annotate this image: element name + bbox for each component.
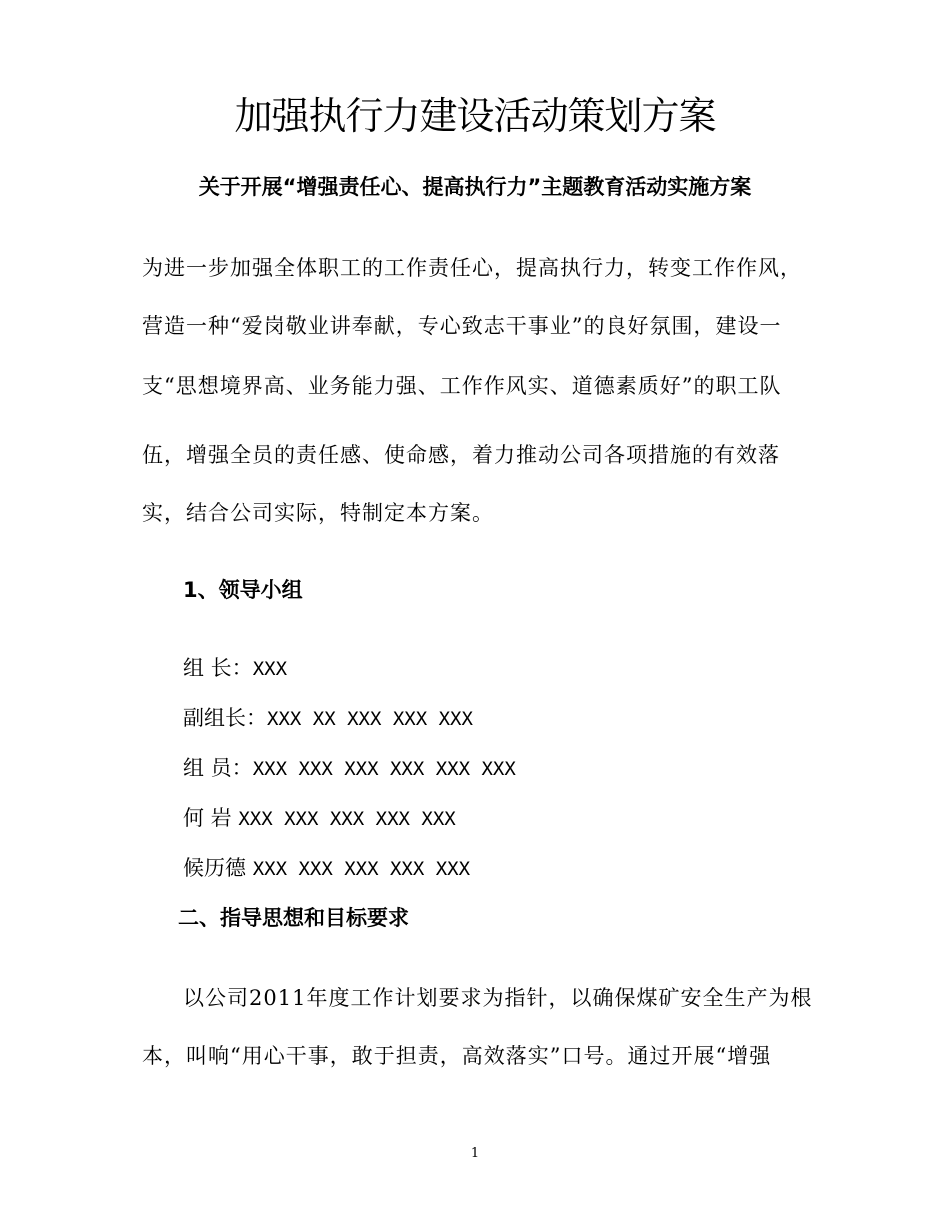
member-row [183, 656, 287, 681]
member-names: XXX XXX XXX XXX XXX [252, 858, 471, 880]
member-names: XXX XX XXX XXX XXX [267, 708, 473, 730]
intro-line: 伍，增强全员的责任感、使命感，着力推动公司各项措施的有效落 [142, 443, 780, 467]
body-line: 以公司2011年度工作计划要求为指针，以确保煤矿安全生产为根 [183, 986, 813, 1010]
member-label: 何 岩 [183, 806, 239, 830]
member-row [183, 706, 473, 731]
member-row [183, 806, 456, 831]
member-label: 组 长： [183, 656, 253, 680]
member-names: XXX XXX XXX XXX XXX XXX [252, 758, 516, 780]
intro-line: 营造一种“爱岗敬业讲奉献，专心致志干事业”的良好氛围，建设一 [142, 314, 782, 338]
member-label: 组 员： [183, 756, 253, 780]
intro-line: 支“思想境界高、业务能力强、工作作风实、道德素质好”的职工队 [142, 374, 782, 398]
intro-line: 实，结合公司实际，特制定本方案。 [142, 501, 494, 525]
member-names: XXX [252, 658, 288, 680]
member-row [183, 856, 470, 881]
document-title: 加强执行力建设活动策划方案 [234, 94, 716, 138]
document-subtitle: 关于开展“增强责任心、提高执行力”主题教育活动实施方案 [198, 175, 752, 199]
member-row [183, 756, 516, 781]
intro-line: 为进一步加强全体职工的工作责任心，提高执行力，转变工作作风， [142, 256, 802, 280]
member-label: 副组长： [183, 706, 267, 730]
section-heading-guiding: 二、指导思想和目标要求 [178, 906, 409, 930]
member-label: 候历德 [183, 856, 253, 880]
member-names: XXX XXX XXX XXX XXX [238, 808, 456, 830]
body-line: 本，叫响“用心干事，敢于担责，高效落实”口号。通过开展“增强 [142, 1044, 772, 1068]
section-heading-leadership: 1、领导小组 [183, 578, 303, 602]
page-number: 1 [470, 1146, 480, 1161]
